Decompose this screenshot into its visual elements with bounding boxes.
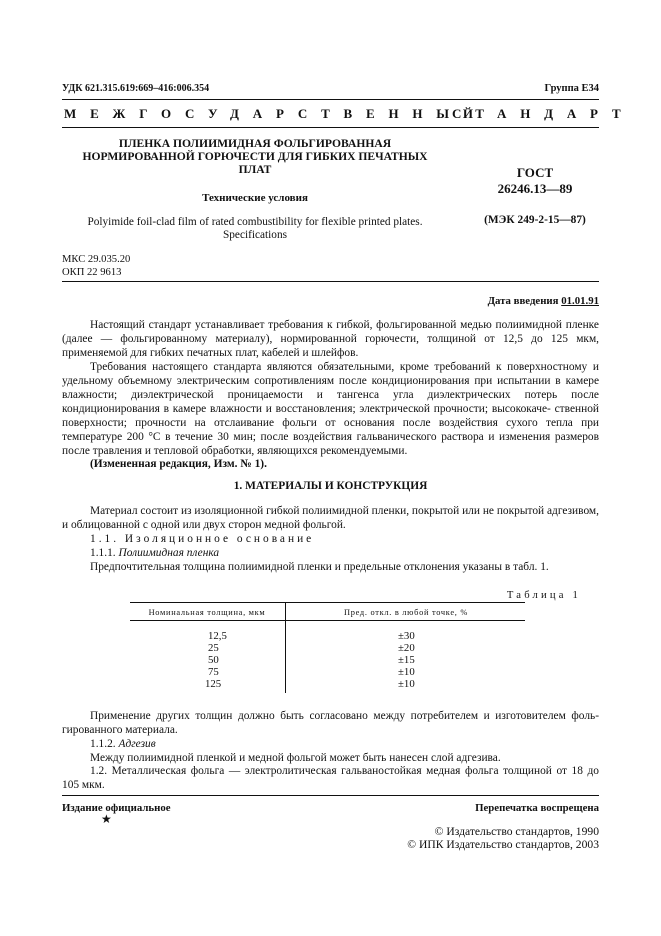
classification-codes bbox=[62, 253, 130, 279]
english-title bbox=[62, 216, 448, 242]
table-cell-deviation: ±15 bbox=[398, 654, 415, 666]
text-line: кондиционирования в камере влажности и восстановления; электрической прочности; высококаче- bbox=[62, 403, 551, 415]
text-line: 1.2. Металлическая фольга — электролитическая гальваностойкая медная фольга толщиной от 18 bbox=[90, 765, 583, 777]
paragraph-scope bbox=[62, 318, 599, 360]
item-number: 1.1.2. bbox=[90, 738, 116, 750]
table-cell-deviation: ±20 bbox=[398, 642, 415, 654]
item-title: Адгезив bbox=[118, 738, 156, 750]
reprint-prohibited-label: Перепечатка воспрещена bbox=[475, 802, 599, 814]
okp-code: ОКП 22 9613 bbox=[62, 267, 122, 278]
paragraph-other-thickness bbox=[62, 709, 599, 737]
amendment-note: (Измененная редакция, Изм. № 1). bbox=[90, 458, 267, 470]
standard-type-left: МЕЖГОСУДАРСТВЕННЫЙ bbox=[64, 106, 487, 121]
paragraph-requirements bbox=[62, 360, 599, 458]
section-1-title: 1. МАТЕРИАЛЫ И КОНСТРУКЦИЯ bbox=[233, 480, 428, 492]
table-cell-thickness: 25 bbox=[208, 642, 219, 654]
item-1-1: 1.1. Изоляционное основание bbox=[90, 533, 315, 545]
text-line: гированного материала. bbox=[62, 724, 178, 736]
table-column-divider bbox=[285, 602, 286, 693]
group-code: Группа Е34 bbox=[544, 83, 599, 94]
text-line: и удельному объемному электрическим сопротивлениям после кондиционирования при испытании в bbox=[62, 361, 599, 387]
mks-code: МКС 29.035.20 bbox=[62, 254, 131, 265]
copyright-1990: © Издательство стандартов, 1990 bbox=[434, 825, 599, 838]
table-cell-thickness: 12,5 bbox=[208, 630, 227, 642]
paragraph-adhesive: Между полиимидной пленкой и медной фольгой может быть нанесен слой адгезива. bbox=[90, 752, 501, 764]
star-icon: ★ bbox=[101, 812, 112, 826]
introduction-date bbox=[488, 294, 599, 308]
table-header-deviation: Пред. откл. в любой точке, % bbox=[343, 608, 469, 617]
table-header-thickness: Номинальная толщина, мкм bbox=[148, 608, 266, 617]
text-line: Настоящий стандарт устанавливает требования к гибкой, фольгированной медью полиимидной bbox=[90, 319, 562, 331]
title-line: ПЛАТ bbox=[238, 163, 272, 176]
text-line: размеров после травления и тепловой обработки, являющихся рекомендуемыми. bbox=[62, 431, 599, 457]
table-cell-deviation: ±30 bbox=[398, 630, 415, 642]
table-cell-thickness: 75 bbox=[208, 666, 219, 678]
introduction-date-value: 01.01.91 bbox=[561, 295, 599, 307]
english-title-line: Polyimide foil-clad film of rated combustibility for flexible printed plates. bbox=[87, 216, 423, 228]
text-line: 125 мкм, применяемой для гибких печатных плат, кабелей и шлейфов. bbox=[62, 333, 600, 359]
paragraph-materials bbox=[62, 504, 599, 532]
standard-type-right: СТАНДАРТ bbox=[452, 106, 635, 121]
title-line: ПЛЕНКА ПОЛИИМИДНАЯ ФОЛЬГИРОВАННАЯ bbox=[118, 137, 392, 150]
title-block-rule bbox=[62, 281, 599, 282]
table-top-rule bbox=[130, 602, 525, 603]
copyright-2003: © ИПК Издательство стандартов, 2003 bbox=[407, 838, 599, 851]
text-line: до 105 мкм. bbox=[62, 765, 599, 791]
table-header-rule bbox=[130, 620, 525, 621]
table-cell-deviation: ±10 bbox=[398, 666, 415, 678]
paragraph-metal-foil bbox=[62, 764, 599, 792]
document-subtitle: Технические условия bbox=[202, 192, 308, 204]
text-line: адгезивом, и облицованной с одной или двух сторон медной фольгой. bbox=[62, 505, 599, 531]
table-1-caption: Таблица 1 bbox=[506, 590, 581, 601]
item-1-1-1 bbox=[90, 546, 219, 560]
table-cell-thickness: 50 bbox=[208, 654, 219, 666]
english-title-line: Specifications bbox=[223, 229, 287, 241]
document-title bbox=[62, 137, 448, 176]
item-1-1-2 bbox=[90, 737, 156, 751]
gost-label: ГОСТ bbox=[516, 165, 554, 180]
item-number: 1.1.1. bbox=[90, 547, 116, 559]
gost-number bbox=[470, 165, 600, 197]
introduction-date-label: Дата введения bbox=[487, 295, 559, 307]
official-edition-label: Издание официальное bbox=[62, 802, 171, 814]
footer-rule bbox=[62, 795, 599, 796]
text-line: Требования настоящего стандарта являются обязательными, кроме требований к поверхностному bbox=[90, 361, 588, 373]
text-line: при температуре 200 °С в течение 30 мин; после воздействия гальванического раствора и изменения bbox=[62, 417, 599, 443]
text-line: камере влажности; диэлектрической проницаемости и тангенса угла диэлектрических потерь после bbox=[62, 375, 599, 401]
udk-code: УДК 621.315.619:669–416:006.354 bbox=[62, 83, 210, 94]
header-rule-top bbox=[62, 99, 599, 100]
text-line: пленке (далее — фольгированному материалу), нормированной горючести, толщиной от 12,5 до bbox=[62, 319, 599, 345]
item-title: Полиимидная пленка bbox=[118, 547, 220, 559]
gost-code: 26246.13—89 bbox=[497, 181, 573, 196]
text-line: ственной поверхности; прочности на отслаивание фольги от основания после воздействия сухого тепла bbox=[62, 403, 599, 429]
paragraph-table-ref: Предпочтительная толщина полиимидной пленки и предельные отклонения указаны в табл. 1. bbox=[90, 561, 549, 573]
text-line: Материал состоит из изоляционной гибкой полиимидной пленки, покрытой или не покрытой bbox=[90, 505, 545, 517]
header-rule-bottom bbox=[62, 127, 599, 128]
table-cell-deviation: ±10 bbox=[398, 678, 415, 690]
table-cell-thickness: 125 bbox=[205, 678, 222, 690]
iec-reference: (МЭК 249-2-15—87) bbox=[484, 214, 586, 226]
text-line: Применение других толщин должно быть согласовано между потребителем и изготовителем фоль- bbox=[90, 710, 599, 722]
title-line: НОРМИРОВАННОЙ ГОРЮЧЕСТИ ДЛЯ ГИБКИХ ПЕЧАТНЫХ bbox=[82, 150, 428, 163]
